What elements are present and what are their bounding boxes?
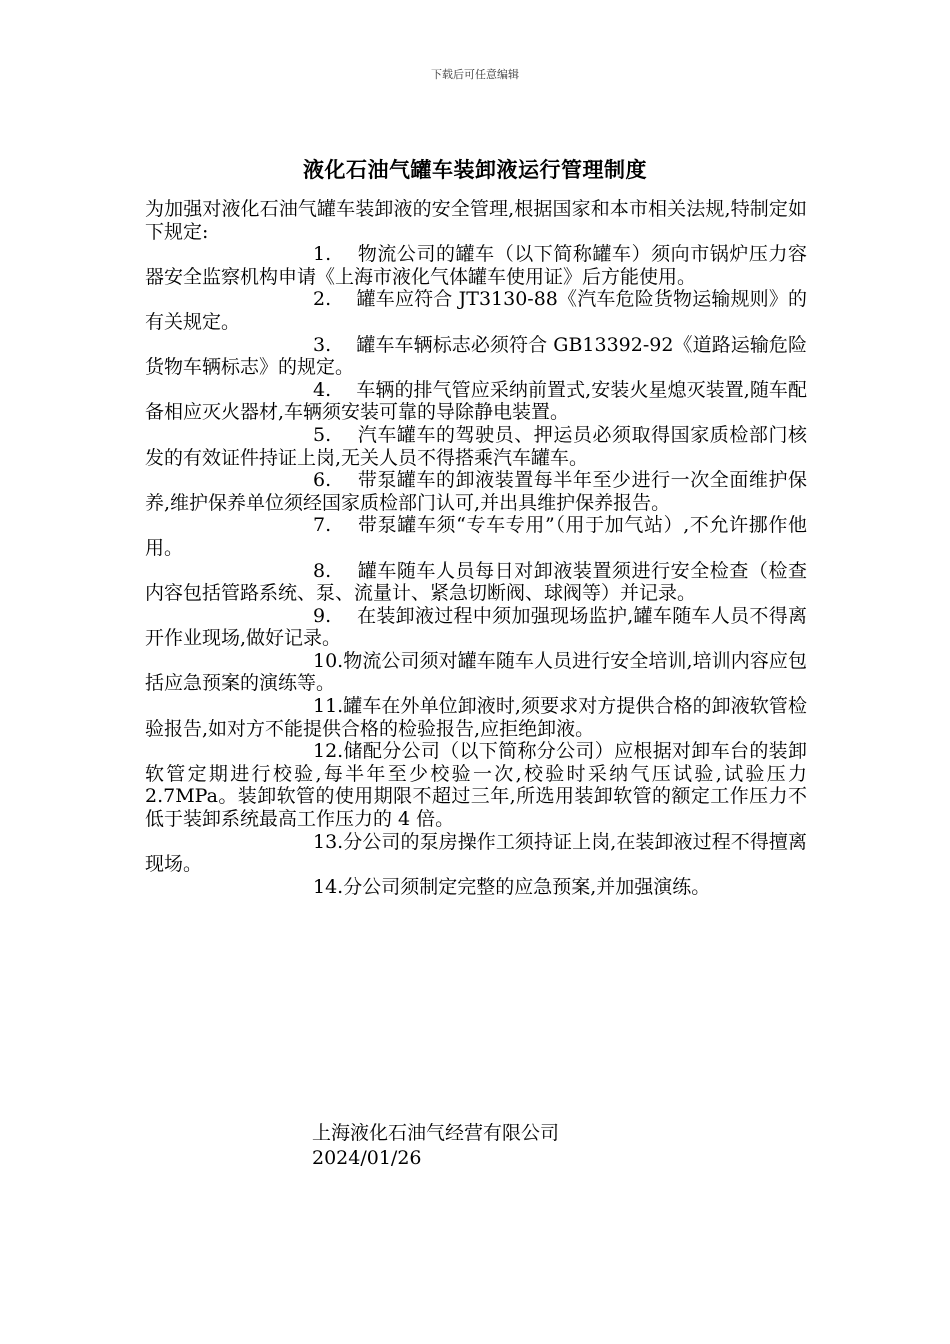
clause-14: 14.分公司须制定完整的应急预案,并加强演练。 — [313, 875, 711, 898]
clause-5: 5. 汽车罐车的驾驶员、押运员必须取得国家质检部门核发的有效证件持证上岗,无关人员不得搭乘汽车罐车。 — [145, 423, 807, 469]
clause-3: 3. 罐车车辆标志必须符合 GB13392-92《道路运输危险货物车辆标志》的规定。 — [145, 333, 807, 379]
header-note: 下载后可任意编辑 — [431, 68, 519, 81]
clause-8: 8. 罐车随车人员每日对卸液装置须进行安全检查（检查内容包括管路系统、泵、流量计、紧急切断阀、球阀等）并记录。 — [145, 559, 807, 605]
clause-11: 11.罐车在外单位卸液时,须要求对方提供合格的卸液软管检验报告,如对方不能提供合格的检验报告,应拒绝卸液。 — [145, 695, 807, 740]
clause-10: 10.物流公司须对罐车随车人员进行安全培训,培训内容应包括应急预案的演练等。 — [145, 649, 807, 695]
signature-company: 上海液化石油气经营有限公司 — [312, 1122, 560, 1144]
clause-13: 13.分公司的泵房操作工须持证上岗,在装卸液过程不得擅离现场。 — [145, 830, 807, 876]
clause-1: 1. 物流公司的罐车（以下简称罐车）须向市锅炉压力容器安全监察机构申请《上海市液化气体罐车使用证》后方能使用。 — [145, 243, 807, 288]
document-body — [145, 198, 807, 898]
clause-4: 4. 车辆的排气管应采纳前置式,安装火星熄灭装置,随车配备相应灭火器材,车辆须安装可靠的导除静电装置。 — [145, 378, 807, 424]
intro-paragraph: 为加强对液化石油气罐车装卸液的安全管理,根据国家和本市相关法规,特制定如下规定: — [145, 198, 807, 243]
clause-2: 2. 罐车应符合 JT3130-88《汽车危险货物运输规则》的有关规定。 — [145, 288, 807, 333]
signature-block — [312, 1121, 559, 1171]
signature-date: 2024/01/26 — [312, 1147, 422, 1169]
clause-7: 7. 带泵罐车须“专车专用”（用于加气站）,不允许挪作他用。 — [145, 514, 807, 559]
clause-12: 12.储配分公司（以下简称分公司）应根据对卸车台的装卸软管定期进行校验,每半年至少校验一次,校验时采纳气压试验,试验压力 2.7MPa。装卸软管的使用期限不超过三年,所选用装卸软管的额定工作压力不低于装卸系统最高工作压力的 4 倍。 — [145, 740, 807, 831]
clause-6: 6. 带泵罐车的卸液装置每半年至少进行一次全面维护保养,维护保养单位须经国家质检部门认可,并出具维护保养报告。 — [145, 469, 807, 514]
document-title: 液化石油气罐车装卸液运行管理制度 — [303, 157, 647, 182]
clause-9: 9. 在装卸液过程中须加强现场监护,罐车随车人员不得离开作业现场,做好记录。 — [145, 604, 807, 650]
